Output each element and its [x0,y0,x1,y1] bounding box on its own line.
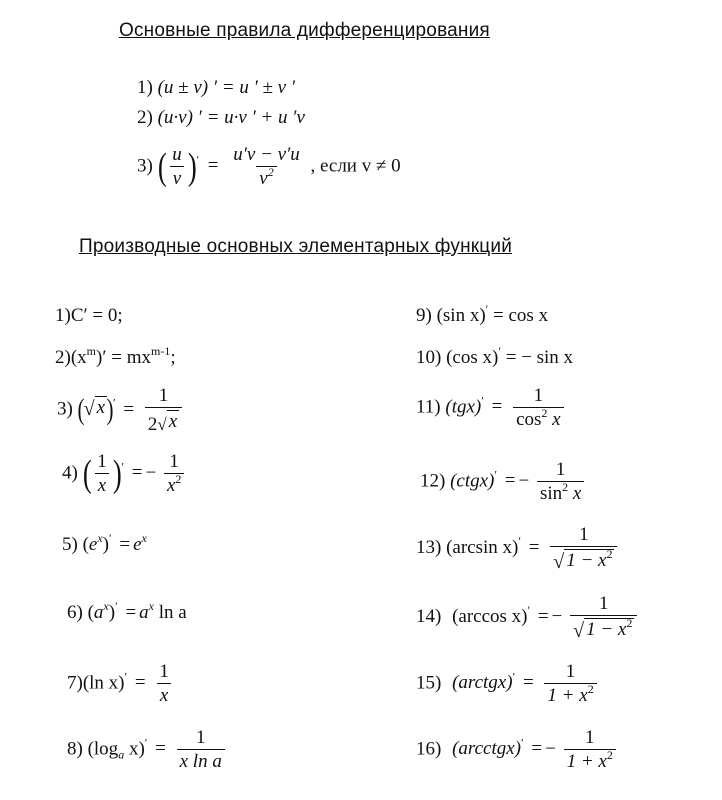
derivative-8: 8) ($\log_a$ x)′ = $\frac{1}{\text{x ln a}}$ [67,728,228,772]
derivative-15: 15) (arctgx)′ = $\frac{1}{1 + x^2}$ [416,662,600,706]
rule-number: 2) [137,107,153,128]
derivative-10: 10) (cos x)′ = − sin x [416,344,574,368]
rule-condition: , если v ≠ 0 [310,155,401,177]
derivative-7: 7)(ln x)′ = $\frac{1}{x}$ [67,662,175,706]
derivative-14: 14) (arccos x)′ = − 1 √ $1 - x^2$ [416,594,640,642]
rule-formula: (u·v) ′ = u·v ′ + u ′v [157,107,305,128]
heading-elementary-derivatives: Производные основных элементарных функций [79,236,513,257]
fraction-u-over-v: $\frac{u}{v}$ [169,145,185,189]
derivative-5: 5) $(e^x)' = e^x$ [62,531,147,555]
derivative-2: $2)(x^m)' = mx^{m-1}$; [55,344,176,368]
derivative-12: 12) (ctgx)′ = − $\frac{1}{\sin^2 x}$ [420,460,587,504]
heading-differentiation-rules: Основные правила дифференцирования [119,20,490,41]
derivative-6: 6) $(a^x)' = a^x$ ln a [67,599,187,623]
derivative-9: 9) (sin x)′ = cos x [416,302,549,326]
derivative-13: 13) (arcsin x)′ = 1 √ $1 - x^2$ [416,525,620,573]
fraction-quotient-rule: $\frac{u'v - v'u}{v^2}$ [233,144,300,189]
rule-2 [137,108,305,127]
rule-number: 3) [137,155,153,177]
rule-number: 1) [137,77,153,98]
rule-1 [137,78,295,97]
derivative-16: 16) (arcctgx)′ = − $\frac{1}{1 + x^2}$ [416,728,619,772]
derivative-11: 11) (tgx)′ = $\frac{1}{\cos^2 x}$ [416,386,567,430]
rule-3: 3) ( $\frac{u}{v}$ )′ = $\frac{u'v - v'u}{v^2}$ , если v ≠ 0 [137,144,401,189]
sqrt-x: √ x [83,396,105,420]
derivative-4: 4) ( $\frac{1}{x}$ )′ = − $\frac{1}{x^2}$ [62,452,187,496]
derivative-1: 1)C′ = 0; [55,305,123,326]
derivative-3: 3) ( √ x )′ = 1 2 √ x [57,386,185,435]
rule-formula: (u ± v) ′ = u ′ ± v ′ [157,77,295,98]
